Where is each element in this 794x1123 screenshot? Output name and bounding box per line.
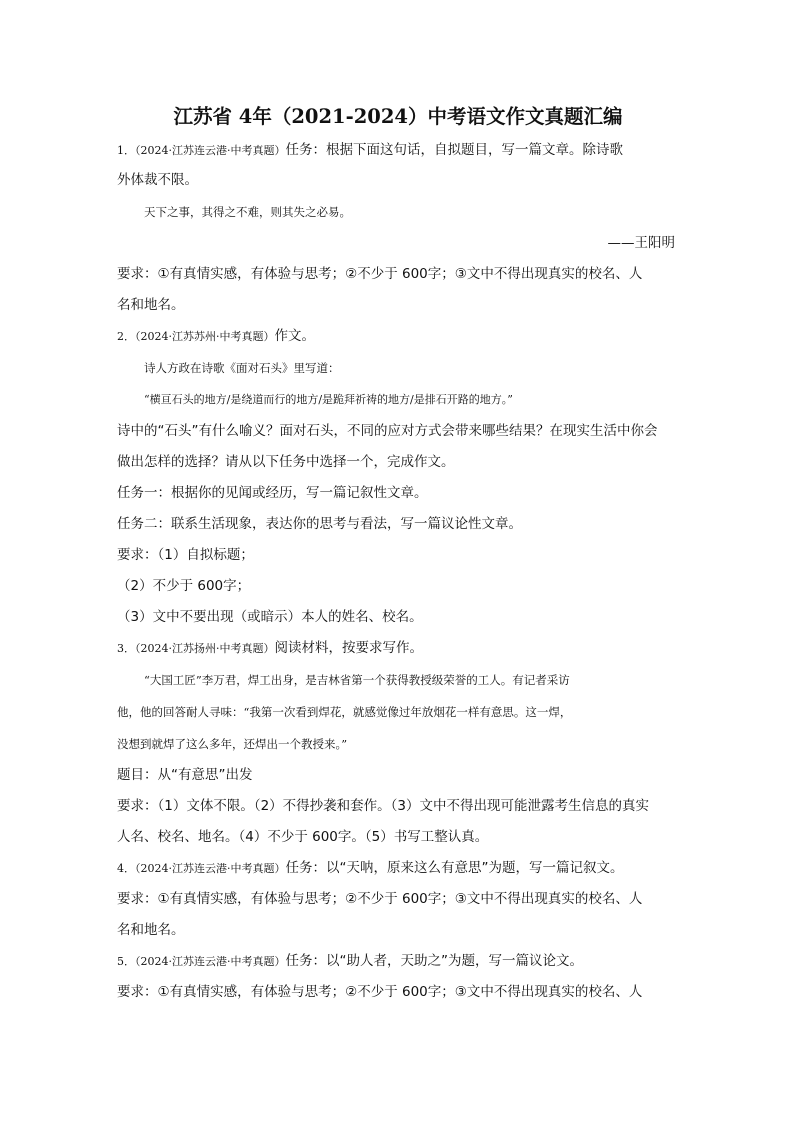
question-source: （2024·江苏连云港·中考真题）: [135, 144, 286, 157]
question-source: （2024·江苏连云港·中考真题）: [135, 862, 286, 875]
question-3-material-line-2: 他，他的回答耐人寻味：“我第一次看到焊花，就感觉像过年放烟花一样有意思。这一焊，: [117, 705, 572, 719]
question-3-material-line-1: “大国工匠”李万君，焊工出身，是吉林省第一个获得教授级荣誉的工人。有记者采访: [144, 673, 570, 687]
question-source: （2024·江苏苏州·中考真题）: [135, 330, 275, 343]
question-1-requirements-line-1: 要求：①有真情实感，有体验与思考；②不少于 600字；③文中不得出现真实的校名、人: [117, 266, 643, 282]
question-4: [117, 853, 675, 946]
question-2-requirement-3: （3）文中不要出现（或暗示）本人的姓名、校名。: [117, 609, 423, 625]
question-2: [117, 321, 675, 633]
question-number: 4．: [117, 862, 135, 875]
question-1-prompt-line-1: [117, 136, 675, 165]
question-4-requirements-line-1: 要求：①有真情实感，有体验与思考；②不少于 600字；③文中不得出现真实的校名、人: [117, 891, 643, 907]
question-3: [117, 633, 675, 853]
question-3-material-line-3: 没想到就焊了这么多年，还焊出一个教授来。”: [117, 737, 348, 751]
question-source: （2024·江苏连云港·中考真题）: [135, 955, 286, 968]
question-number: 3．: [117, 642, 135, 655]
question-4-header: [117, 853, 675, 884]
question-2-task-1: 任务一：根据你的见闻或经历，写一篇记叙性文章。: [117, 485, 428, 501]
question-5: [117, 946, 675, 1008]
question-1-attribution: ——王阳明: [607, 235, 675, 251]
question-3-topic: 题目：从“有意思”出发: [117, 767, 253, 783]
question-text: 阅读材料，按要求写作。: [274, 640, 423, 656]
question-2-header: [117, 321, 675, 352]
question-2-quote-intro: 诗人方政在诗歌《面对石头》里写道：: [144, 361, 340, 375]
question-5-requirements-line-1: 要求：①有真情实感，有体验与思考；②不少于 600字；③文中不得出现真实的校名、人: [117, 984, 643, 1000]
question-3-requirements-line-1: 要求：（1）文体不限。（2）不得抄袭和套作。（3）文中不得出现可能泄露考生信息的真实: [117, 798, 650, 814]
question-2-prompt-line-1: 诗中的“石头”有什么喻义？面对石头，不同的应对方式会带来哪些结果？在现实生活中你会: [117, 423, 658, 439]
question-1: [117, 136, 675, 321]
question-2-prompt-line-2: 做出怎样的选择？请从以下任务中选择一个，完成作文。: [117, 454, 455, 470]
question-number: 1．: [117, 144, 135, 157]
question-2-requirement-1: 要求：（1）自拟标题；: [117, 547, 254, 563]
question-3-header: [117, 633, 675, 664]
document-page: [117, 98, 675, 1008]
question-1-prompt-line-2: 外体裁不限。: [117, 172, 198, 188]
question-text: 任务：根据下面这句话，自拟题目，写一篇文章。除诗歌: [285, 142, 623, 158]
question-2-requirement-2: （2）不少于 600字；: [117, 578, 251, 594]
question-text: 任务：以“天呐，原来这么有意思”为题，写一篇记叙文。: [285, 860, 624, 876]
question-1-quote: 天下之事，其得之不难，则其失之必易。: [144, 205, 351, 219]
question-2-task-2: 任务二：联系生活现象，表达你的思考与看法，写一篇议论性文章。: [117, 516, 522, 532]
question-1-requirements-line-2: 名和地名。: [117, 297, 185, 313]
question-3-requirements-line-2: 人名、校名、地名。（4）不少于 600字。（5）书写工整认真。: [117, 829, 489, 845]
document-title: 江苏省 4年（2021-2024）中考语文作文真题汇编: [173, 105, 623, 128]
question-5-header: [117, 946, 675, 977]
question-text: 作文。: [274, 328, 315, 344]
question-4-requirements-line-2: 名和地名。: [117, 922, 185, 938]
question-source: （2024·江苏扬州·中考真题）: [135, 642, 275, 655]
question-text: 任务：以“助人者，天助之”为题，写一篇议论文。: [285, 953, 583, 969]
question-2-quote: “横亘石头的地方/是绕道而行的地方/是跪拜祈祷的地方/是排石开路的地方。”: [144, 393, 513, 406]
question-number: 2．: [117, 330, 135, 343]
question-number: 5．: [117, 955, 135, 968]
